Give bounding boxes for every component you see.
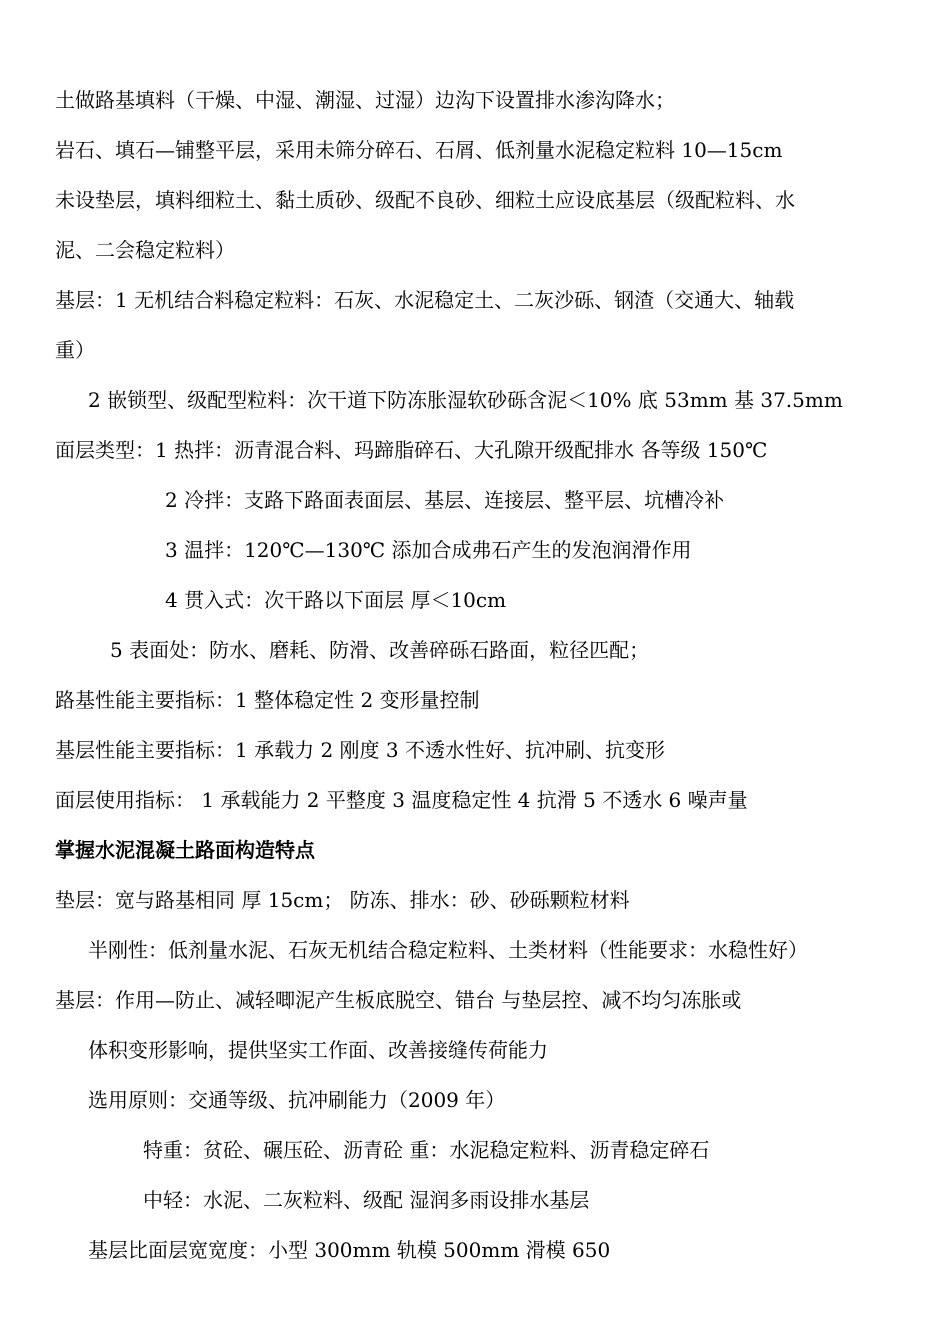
text-line-surface-cold-mix: 2 冷拌：支路下路面表面层、基层、连接层、整平层、坑槽冷补 <box>165 488 725 512</box>
text-line-subgrade-fill: 土做路基填料（干燥、中湿、潮湿、过湿）边沟下设置排水渗沟降水； <box>55 88 675 112</box>
text-line-base-width: 基层比面层宽宽度：小型 300mm 轨模 500mm 滑模 650 <box>88 1238 611 1262</box>
text-line-no-cushion: 未设垫层，填料细粒土、黏土质砂、级配不良砂、细粒土应设底基层（级配粒料、水 <box>55 188 795 212</box>
text-line-base-indicators: 基层性能主要指标：1 承载力 2 刚度 3 不透水性好、抗冲刷、抗变形 <box>55 738 665 762</box>
text-line-heavy-traffic: 特重：贫砼、碾压砼、沥青砼 重：水泥稳定粒料、沥青稳定碎石 <box>143 1138 710 1162</box>
text-line-base-2: 2 嵌锁型、级配型粒料：次干道下防冻胀湿软砂砾含泥＜10% 底 53mm 基 37.5mm <box>88 388 843 412</box>
text-line-no-cushion-cont: 泥、二会稳定粒料） <box>55 238 235 262</box>
text-line-surface-hot-mix: 面层类型：1 热拌：沥青混合料、玛蹄脂碎石、大孔隙开级配排水 各等级 150℃ <box>55 438 768 462</box>
text-line-cushion: 垫层：宽与路基相同 厚 15cm； 防冻、排水：砂、砂砾颗粒材料 <box>55 888 630 912</box>
text-line-base-1-cont: 重） <box>55 338 95 362</box>
text-line-base-1: 基层：1 无机结合料稳定粒料：石灰、水泥稳定土、二灰沙砾、钢渣（交通大、轴载 <box>55 288 795 312</box>
text-line-base-function: 基层：作用—防止、减轻唧泥产生板底脱空、错台 与垫层控、减不均匀冻胀或 <box>55 988 742 1012</box>
text-line-surface-warm-mix: 3 温拌：120℃—130℃ 添加合成弗石产生的发泡润滑作用 <box>165 538 692 562</box>
text-line-surface-penetration: 4 贯入式：次干路以下面层 厚＜10cm <box>165 588 507 612</box>
text-line-semi-rigid: 半刚性：低剂量水泥、石灰无机结合稳定粒料、土类材料（性能要求：水稳性好） <box>88 938 808 962</box>
text-line-subgrade-indicators: 路基性能主要指标：1 整体稳定性 2 变形量控制 <box>55 688 480 712</box>
text-line-surface-indicators: 面层使用指标： 1 承载能力 2 平整度 3 温度稳定性 4 抗滑 5 不透水 6 噪声量 <box>55 788 748 812</box>
text-line-surface-treatment: 5 表面处：防水、磨耗、防滑、改善碎砾石路面，粒径匹配； <box>110 638 650 662</box>
text-line-selection-principle: 选用原则：交通等级、抗冲刷能力（2009 年） <box>88 1088 506 1112</box>
section-heading-concrete-pavement: 掌握水泥混凝土路面构造特点 <box>55 838 315 862</box>
text-line-medium-light-traffic: 中轻：水泥、二灰粒料、级配 湿润多雨设排水基层 <box>143 1188 590 1212</box>
text-line-base-function-cont: 体积变形影响，提供坚实工作面、改善接缝传荷能力 <box>88 1038 548 1062</box>
text-line-rock-fill: 岩石、填石—铺整平层，采用未筛分碎石、石屑、低剂量水泥稳定粒料 10—15cm <box>55 138 783 162</box>
